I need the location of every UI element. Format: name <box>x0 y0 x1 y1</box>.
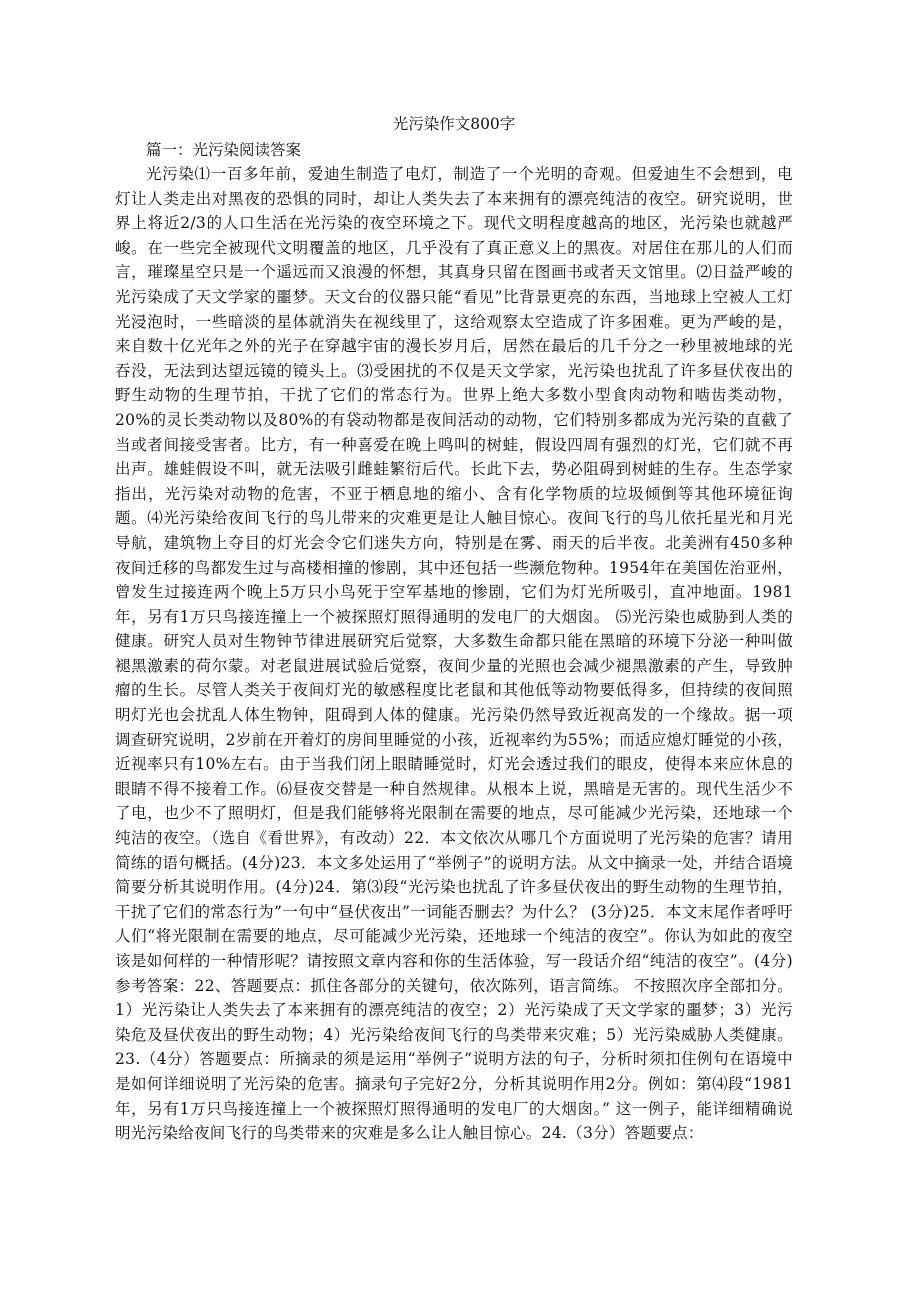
body-paragraph: 光污染⑴一百多年前，爱迪生制造了电灯，制造了一个光明的奇观。但爱迪生不会想到，电灯让人类走出对黑夜的恐惧的同时，却让人类失去了本来拥有的漂亮纯洁的夜空。研究说明，世界上将近2/3的人口生活在光污染的夜空环境之下。现代文明程度越高的地区，光污染也就越严峻。在一些完全被现代文明覆盖的地区，几乎没有了真正意义上的黑夜。对居住在那儿的人们而言，璀璨星空只是一个遥远而又浪漫的怀想，其真身只留在图画书或者天文馆里。⑵日益严峻的光污染成了天文学家的噩梦。天文台的仪器只能“看见”比背景更亮的东西，当地球上空被人工灯光浸泡时，一些暗淡的星体就消失在视线里了，这给观察太空造成了许多困难。更为严峻的是，来自数十亿光年之外的光子在穿越宇宙的漫长岁月后，居然在最后的几千分之一秒里被地球的光吞没，无法到达望远镜的镜头上。⑶受困扰的不仅是天文学家，光污染也扰乱了许多昼伏夜出的野生动物的生理节拍，干扰了它们的常态行为。世界上绝大多数小型食肉动物和啮齿类动物，20%的灵长类动物以及80%的有袋动物都是夜间活动的动物，它们特别多都成为光污染的直截了当或者间接受害者。比方，有一种喜爱在晚上鸣叫的树蛙，假设四周有强烈的灯光，它们就不再出声。雄蛙假设不叫，就无法吸引雌蛙繁衍后代。长此下去，势必阻碍到树蛙的生存。生态学家指出，光污染对动物的危害，不亚于栖息地的缩小、含有化学物质的垃圾倾倒等其他环境征询题。⑷光污染给夜间飞行的鸟儿带来的灾难更是让人触目惊心。夜间飞行的鸟儿依托星光和月光导航，建筑物上夺目的灯光会令它们迷失方向，特别是在雾、雨天的后半夜。北美洲有450多种夜间迁移的鸟都发生过与高楼相撞的惨剧，其中还包括一些濒危物种。1954年在美国佐治亚州，曾发生过接连两个晚上5万只小鸟死于空军基地的惨剧，它们为灯光所吸引，直冲地面。1981年，另有1万只鸟接连撞上一个被探照灯照得通明的发电厂的大烟囱。 ⑸光污染也威胁到人类的健康。研究人员对生物钟节律进展研究后觉察，大多数生命都只能在黑暗的环境下分泌一种叫做褪黑激素的荷尔蒙。对老鼠进展试验后觉察，夜间少量的光照也会减少褪黑激素的产生，导致肿瘤的生长。尽管人类关于夜间灯光的敏感程度比老鼠和其他低等动物要低得多，但持续的夜间照明灯光也会扰乱人体生物钟，阻碍到人体的健康。光污染仍然导致近视高发的一个缘故。据一项调查研究说明，2岁前在开着灯的房间里睡觉的小孩，近视率约为55%；而适应熄灯睡觉的小孩，近视率只有10%左右。由于当我们闭上眼睛睡觉时，灯光会透过我们的眼皮，使得本来应休息的眼睛不得不接着工作。⑹昼夜交替是一种自然规律。从根本上说，黑暗是无害的。现代生活少不了电，也少不了照明灯，但是我们能够将光限制在需要的地点，尽可能减少光污染，还地球一个纯洁的夜空。（选自《看世界》，有改动）22．本文依次从哪几个方面说明了光污染的危害？请用简练的语句概括。(4分)23．本文多处运用了“举例子”的说明方法。从文中摘录一处，并结合语境简要分析其说明作用。(4分)24．第⑶段“光污染也扰乱了许多昼伏夜出的野生动物的生理节拍，干扰了它们的常态行为”一句中“昼伏夜出”一词能否删去？为什么？ (3分)25．本文末尾作者呼吁人们“将光限制在需要的地点，尽可能减少光污染，还地球一个纯洁的夜空”。你认为如此的夜空该是如何样的一种情形呢？请按照文章内容和你的生活体验，写一段话介绍“纯洁的夜空”。(4分) 参考答案：22、答题要点：抓住各部分的关键句，依次陈列，语言简练。 不按照次序全部扣分。1）光污染让人类失去了本来拥有的漂亮纯洁的夜空；2）光污染成了天文学家的噩梦；3）光污染危及昼伏夜出的野生动物；4）光污染给夜间飞行的鸟类带来灾难；5）光污染威胁人类健康。23.（4分）答题要点：所摘录的须是运用“举例子”说明方法的句子，分析时须扣住例句在语境中是如何详细说明了光污染的危害。摘录句子完好2分，分析其说明作用2分。例如：第⑷段“1981年，另有1万只鸟接连撞上一个被探照灯照得通明的发电厂的大烟囱。” 这一例子，能详细精确说明光污染给夜间飞行的鸟类带来的灾难是多么让人触目惊心。24.（3分）答题要点： <box>115 165 793 1143</box>
document-page <box>115 112 793 1146</box>
document-title: 光污染作文800字 <box>392 115 516 133</box>
section-heading: 篇一：光污染阅读答案 <box>146 141 302 159</box>
